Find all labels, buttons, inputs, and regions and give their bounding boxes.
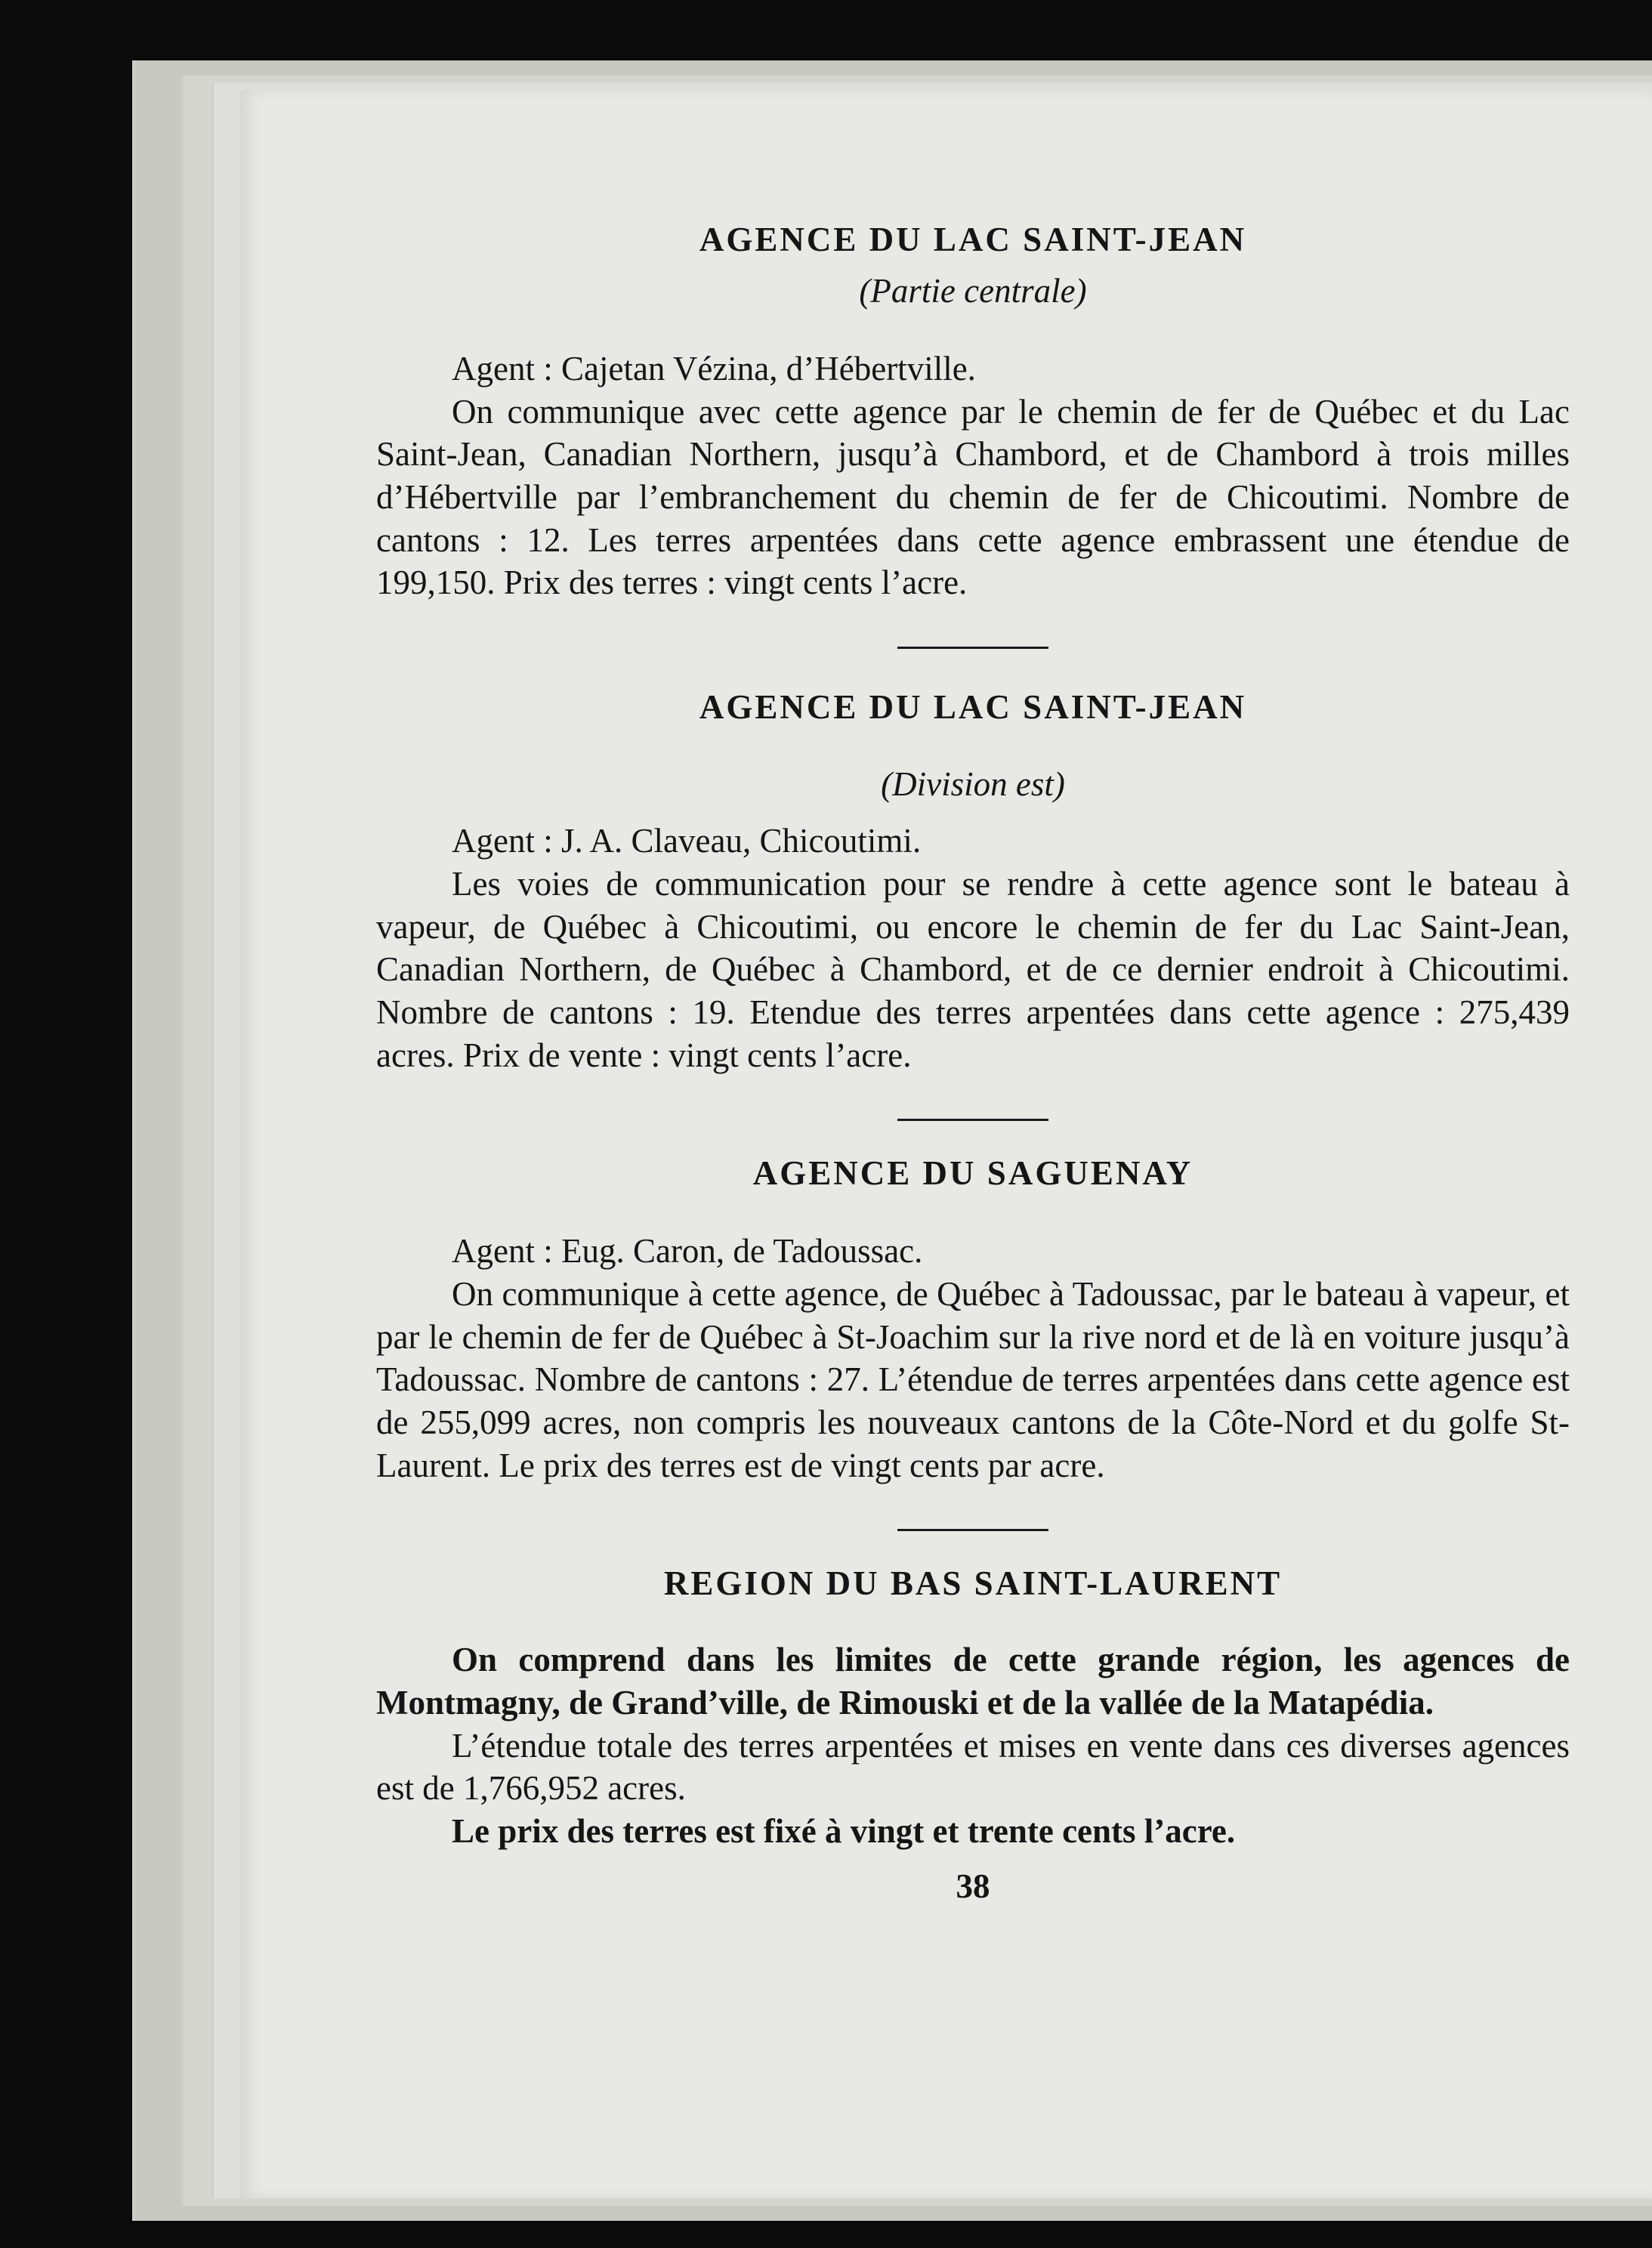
page-content [376,219,1570,1906]
section-subheading: (Division est) [881,765,1065,804]
agent-line: Agent : J. A. Claveau, Chicoutimi. [452,822,922,860]
section-paragraph: L’étendue totale des terres arpentées et mises en vente dans ces diverses agences est de 1,766,952 acres. [376,1726,1570,1808]
section-paragraph: Le prix des terres est fixé à vingt et trente cents l’acre. [452,1812,1236,1851]
section-bas-saint-laurent [376,1563,1570,1852]
section-paragraph: On communique à cette agence, de Québec à Tadoussac, par le bateau à vapeur, et par le chemin de fer de Québec à St-Joachim sur la rive nord et de là en voiture jusqu’à Tadoussac. Nombre de cantons : 27. L’étendue de terres arpentées dans cette agence est de 255,099 acres, non compris les nouveaux cantons de la Côte-Nord et du golfe St-Laurent. Le prix des terres est de vingt cents par acre. [376,1274,1570,1484]
page-number: 38 [956,1867,990,1905]
section-heading: AGENCE DU LAC SAINT-JEAN [699,221,1247,258]
section-subheading: (Partie centrale) [859,272,1087,310]
section-heading: REGION DU BAS SAINT-LAURENT [663,1564,1283,1603]
section-divider [897,1119,1048,1121]
section-paragraph: On comprend dans les limites de cette grande région, les agences de Montmagny, de Grand’ville, de Rimouski et de la vallée de la Matapédia. [376,1641,1570,1722]
section-paragraph: Les voies de communication pour se rendre à cette agence sont le bateau à vapeur, de Québec à Chicoutimi, ou encore le chemin de fer du Lac Saint-Jean, Canadian Northern, de Québec à Chambord, et de ce dernier endroit à Chicoutimi. Nombre de cantons : 19. Etendue des terres arpentées dans cette agence : 275,439 acres. Prix de vente : vingt cents l’acre. [376,864,1570,1074]
agent-line: Agent : Cajetan Vézina, d’Hébertville. [452,350,976,388]
document-page [240,91,1652,2198]
agent-line: Agent : Eug. Caron, de Tadoussac. [452,1232,923,1271]
section-lac-saint-jean-est [376,687,1570,1076]
section-heading: AGENCE DU SAGUENAY [752,1154,1193,1193]
section-heading: AGENCE DU LAC SAINT-JEAN [699,688,1247,727]
section-saguenay [376,1153,1570,1487]
section-divider [897,1529,1048,1531]
section-divider [897,647,1048,649]
section-paragraph: On communique avec cette agence par le chemin de fer de Québec et du Lac Saint-Jean, Canadian Northern, jusqu’à Chambord, et de Chambord à trois milles d’Hébertville par l’embranchement du chemin de fer de Chicoutimi. Nombre de cantons : 12. Les terres arpentées dans cette agence embrassent une étendue de 199,150. Prix des terres : vingt cents l’acre. [376,392,1570,602]
section-lac-saint-jean-centrale [376,219,1570,604]
